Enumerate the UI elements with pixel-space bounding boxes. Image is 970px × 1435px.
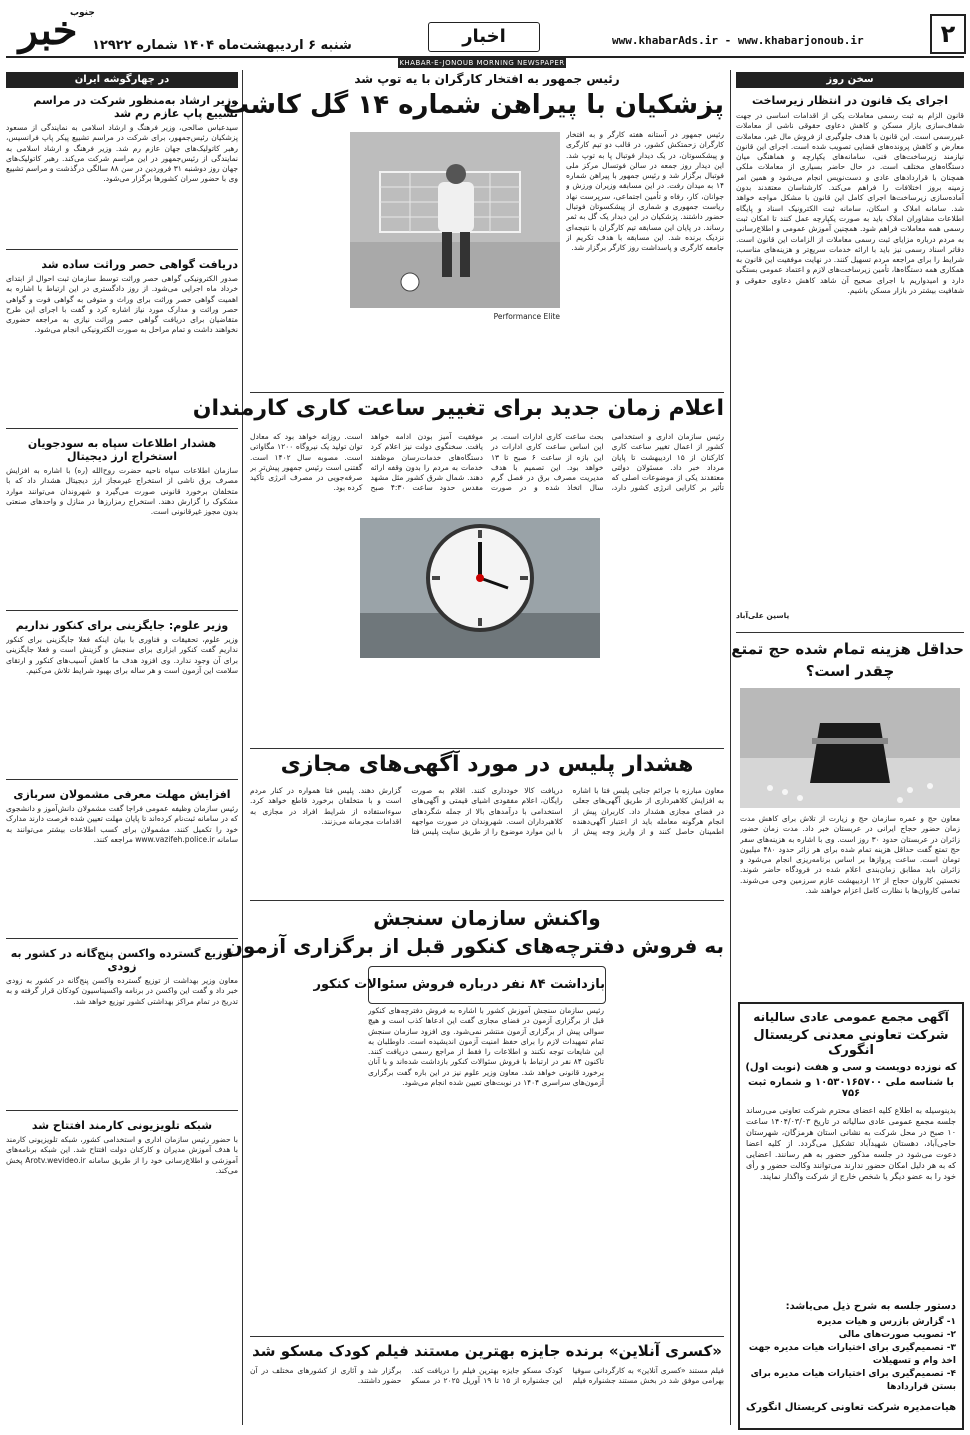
second-article-bottom (360, 664, 600, 744)
article-title: توزیع گسترده واکسن پنج‌گانه در کشور به زودی (10, 947, 234, 973)
film-headline: «کسری آنلاین» برنده جایزه بهترین مستند فیلم کودک مسکو شد (252, 1342, 722, 1360)
ad-body: بدینوسیله به اطلاع کلیه اعضای محترم شرکت تعاونی می‌رساند جلسه مجمع عمومی عادی سالیانه در تاریخ ۱۴۰۴/۰۳/۰۳ ساعت ۱۰ صبح در محل شرکت به نشانی استان هرمزگان، شهرستان حاجی‌آباد، دهستان شهیدآباد تشکیل می‌گردد. از کلیه اعضا دعوت می‌شود در جلسه مذکور حضور به هم رسانند. اعضایی که به هر دلیل امکان حضور ندارند می‌توانند وکالت حضور و رأی خود را به عضو دیگر یا شخص خارج از شرکت واگذار نمایند. (746, 1106, 956, 1181)
article-divider (250, 1336, 724, 1337)
newspaper-logo-sub: جنوب (70, 8, 95, 18)
left-column (6, 72, 238, 1265)
lead-kicker: رئیس جمهور به افتخار کارگران با یه توپ شد (354, 72, 620, 86)
article-divider (250, 900, 724, 901)
second-article-continued (606, 518, 724, 744)
article-body: رئیس سازمان وظیفه عمومی فراجا گفت مشمولان دانش‌آموز و دانشجوی که در سامانه ثبت‌نام کرده‌اند تا پایان مهلت تعیین شده فرصت دارند مدارک خود را تکمیل کنند. مشمولان برای کسب اطلاعات بیشتر می‌توانند به سامانه www.vazifeh.police.ir مراجعه کنند. (6, 804, 238, 844)
article-divider (6, 610, 238, 611)
office-clock-photo (360, 518, 600, 658)
article-divider (250, 748, 724, 749)
article-body: سازمان اطلاعات سپاه ناحیه حضرت روح‌الله (ره) با اشاره به افزایش مصرف برق ناشی از استخراج غیرمجاز ارز دیجیتال هشدار داد که با متخلفان برخورد قانونی صورت می‌گیرد و شهروندان می‌توانند موارد مشکوک را گزارش دهند. استخراج رمزارزها در منازل و واحدهای صنعتی بدون مجوز غیرقانونی است. (6, 466, 238, 517)
section-title: اخبار (428, 22, 540, 52)
ad-agenda-item: ۲- تصویب صورت‌های مالی (838, 1330, 956, 1340)
right-column (736, 72, 964, 623)
ad-line-2: با شناسه ملی ۱۰۵۳۰۱۶۵۷۰۰ و شماره ثبت ۷۵۶ (747, 1077, 955, 1099)
editorial-tab: سخن روز (736, 72, 964, 88)
ad-agenda-item: ۱- گزارش بازرس و هیات مدیره (817, 1317, 956, 1327)
kaaba-photo-graphic (740, 688, 960, 808)
police-headline: هشدار پلیس در مورد آگهی‌های مجازی (280, 752, 694, 777)
ad-line-1: که نوزده دویست و سی و هفت (نوبت اول) (745, 1062, 957, 1073)
article-body: معاون وزیر بهداشت از توزیع گسترده واکسن پنج‌گانه در کشور به زودی خبر داد و گفت این واکسن در برنامه واکسیناسیون کودکان قرار گرفته و به تدریج در تمام مراکز بهداشتی کشور توزیع خواهد شد. (6, 976, 238, 1006)
newspaper-header (0, 0, 970, 58)
column-divider (730, 70, 731, 1425)
ad-signature: هیات‌مدیره شرکت تعاونی کریستال انگورک (745, 1402, 957, 1413)
article-title: افزایش مهلت معرفی مشمولان سربازی (13, 788, 231, 801)
football-photo (350, 132, 560, 308)
article-body: با حضور رئیس سازمان اداری و استخدامی کشور، شبکه تلویزیونی کارمند با هدف آموزش مدیران و کارکنان دولت افتتاح شد. این شبکه برنامه‌های آموزشی و اطلاع‌رسانی خود را از طریق سامانه Arotv.wevideo.ir پخش می‌کند. (6, 1135, 238, 1175)
english-banner: KHABAR-E-JONOUB MORNING NEWSPAPER (399, 59, 565, 67)
clock-photo-graphic (360, 518, 600, 658)
article-body: وزیر علوم، تحقیقات و فناوری با بیان اینکه فعلا جایگزینی برای کنکور نداریم گفت کنکور ابزاری برای سنجش و گزینش است و فعلا جایگزینی برای آن وجود ندارد. وی افزود هدف ما کاهش آسیب‌های کنکور و ارتقای سلامت این آزمون است و هر ساله برای بهبود شرایط تلاش می‌کنیم. (6, 635, 238, 675)
second-article-side (250, 518, 354, 744)
ad-company: شرکت تعاونی معدنی کریستال انگورک (753, 1028, 949, 1058)
editorial-body: قانون الزام به ثبت رسمی معاملات یکی از اقدامات اساسی در جهت شفاف‌سازی بازار مسکن و کاهش دعاوی حقوقی ناشی از معاملات غیررسمی است. این قانون با هدف جلوگیری از فروش مال غیر، معاملات معارض و کاهش پرونده‌های قضایی تصویب شده است. اجرای این قانون نیازمند زیرساخت‌های فنی، سامانه‌های یکپارچه و هماهنگی میان دستگاه‌های مختلف است. در حال حاضر بسیاری از معاملات ملکی همچنان با قراردادهای عادی و دست‌نویس انجام می‌شود و همین امر زمینه بروز اختلافات را فراهم می‌کند. کارشناسان معتقدند بدون آماده‌سازی زیرساخت‌ها اجرای کامل این قانون با مشکل مواجه خواهد شد. سامانه املاک و اسکان، سامانه ثبت الکترونیک اسناد و پایگاه اطلاعات مشاوران املاک باید به صورت یکپارچه عمل کنند تا امکان ثبت رسمی همه معاملات فراهم شود. همچنین آموزش عمومی و اطلاع‌رسانی به مردم درباره مزایای ثبت رسمی معاملات از الزامات این قانون است. دفاتر اسناد رسمی نیز باید با ارائه خدمات سریع‌تر و هزینه‌های مناسب، شرایط را برای مراجعه مردم تسهیل کنند. در نهایت موفقیت این قانون به همکاری همه دستگاه‌ها، تأمین زیرساخت‌های لازم و اعتماد عمومی بستگی دارد و امیدواریم با اجرای صحیح آن شاهد کاهش دعاوی حقوقی و شفافیت بیشتر در بازار مسکن باشیم. (736, 111, 964, 296)
masthead (8, 6, 352, 56)
exam-headline-1: واکنش سازمان سنجش (373, 906, 601, 930)
article-title: دریافت گواهی حصر وراثت ساده شد (41, 258, 238, 271)
article-title: شبکه تلویزیونی کارمند افتتاح شد (31, 1119, 213, 1132)
hajj-article-body: معاون حج و عمره سازمان حج و زیارت از تلاش برای کاهش مدت زمان حضور حجاج ایرانی در عربستان خبر داد. مدت زمان حضور زائران در عربستان حدود ۳۰ روز است. وی با اشاره به هزینه‌های سفر حج تمتع گفت حداقل هزینه تمام شده برای هر زائر حدود ۴۸۰ میلیون تومان است. ساعت پروازها بر اساس برنامه‌ریزی انجام می‌شود و زائران باید مطابق زمان‌بندی اعلام شده در فرودگاه حاضر شوند. نخستین کاروان حجاج از ۱۲ اردیبهشت عازم سرزمین وحی می‌شوند. تمامی کاروان‌ها با نظارت کامل اعزام خواهند شد. (740, 814, 960, 896)
exam-box (313, 966, 606, 1004)
lead-article-body: رئیس جمهور در آستانه هفته کارگر و به افتخار کارگران زحمتکش کشور، در قالب دو تیم کارگری و پیشکسوتان، در یک دیدار فوتبال پا به توپ شد. این دیدار روز جمعه در سالن فوتسال مرکز ملی فوتبال برگزار شد و رئیس جمهور با پیراهن شماره ۱۴ به میدان رفت. در این مسابقه وزیران ورزش و جوانان، کار، رفاه و تأمین اجتماعی، سرپرست نهاد ریاست جمهوری و شماری از پیشکسوتان فوتبال حضور داشتند. پزشکیان در این دیدار یک گل به ثمر رساند. در پایان این مسابقه تیم کارگران با نتیجه‌ای نزدیک برنده شد. این مسابقه با هدف تکریم از جامعه کارگری و پاسداشت روز کارگر برگزار شد. (566, 130, 724, 253)
ad-agenda-list (746, 1316, 956, 1394)
lead-headline: پزشکیان با پیراهن شماره ۱۴ گل کاشت (222, 90, 724, 120)
ad-title: آگهی مجمع عمومی عادی سالیانه (753, 1010, 949, 1024)
article-divider (6, 428, 238, 429)
ad-agenda-title: دستور جلسه به شرح ذیل می‌باشد: (785, 1301, 956, 1312)
issue-date-number: شنبه ۶ اردیبهشت‌ماه ۱۴۰۴ شماره ۱۲۹۲۲ (92, 38, 352, 53)
company-ad-box (738, 1002, 964, 1430)
second-article-body: رئیس سازمان اداری و استخدامی کشور از اعمال تغییر ساعت کاری کارکنان از ۱۵ اردیبهشت تا پایان مرداد خبر داد. مسئولان دولتی معتقدند یکی از موضوعات اصلی که تأثیر بر کارایی انرژی کشور دارد، بحث ساعت کاری ادارات است. بر این اساس ساعت کاری ادارات در این بازه از ساعت ۶ صبح تا ۱۳ خواهد بود. این تصمیم با هدف مدیریت مصرف برق در فصل گرم سال اتخاذ شده و در صورت موفقیت آمیز بودن ادامه خواهد یافت. سخنگوی دولت نیز اعلام کرد دستگاه‌های خدمات‌رسان موظفند خدمات به مردم را بدون وقفه ارائه دهند. شمال شرق کشور مثل مشهد مقدس حدود ساعت ۴:۳۰ صبح است. روزانه خواهد بود که معادل توان تولید یک نیروگاه ۱۲۰۰ مگاواتی است. مصوبه سال ۱۴۰۲ است. گفتنی است رئیس جمهور پیش‌تر بر صرفه‌جویی در مصرف انرژی تأکید کرده بود. (250, 432, 724, 493)
editorial-title: اجرای یک قانون در انتظار زیرساخت (751, 94, 949, 107)
exam-box-title: بازداشت ۸۴ نفر درباره فروش سئوالات کنکور (313, 977, 605, 992)
second-headline: اعلام زمان جدید برای تغییر ساعت کاری کارمندان (192, 396, 724, 421)
article-divider (6, 779, 238, 780)
lead-article-continued: Performance Elite (493, 312, 560, 321)
film-article-body: فیلم مستند «کسری آنلاین» به کارگردانی سوفیا بهرامی موفق شد در بخش مستند جشنواره فیلم کودک مسکو جایزه بهترین فیلم را دریافت کند. این جشنواره از ۱۵ تا ۱۹ آوریل ۲۰۲۵ در مسکو برگزار شد و آثاری از کشورهای مختلف در آن حضور داشتند. (250, 1366, 724, 1386)
ad-agenda-item: ۳- تصمیم‌گیری برای اختیارات هیات مدیره جهت اخذ وام و تسهیلات (748, 1343, 956, 1366)
kaaba-photo (740, 688, 960, 808)
exam-box-body: رئیس سازمان سنجش آموزش کشور با اشاره به فروش دفترچه‌های کنکور قبل از برگزاری آزمون در فضای مجازی گفت این ادعاها کذب است و هیچ سوالی پیش از برگزاری آزمون منتشر نمی‌شود. وی افزود سازمان سنجش تمام تمهیدات لازم را برای حفظ امنیت آزمون اندیشیده است. داوطلبان به این شایعات توجه نکنند و اطلاعات را فقط از مراجع رسمی دریافت کنند. تاکنون ۸۴ نفر در ارتباط با فروش سئوالات کنکور بازداشت شده‌اند و با آنان برخورد قانونی خواهد شد. معاون وزیر علوم نیز در این باره گفت برگزاری آزمون‌های سراسری ۱۴۰۴ در نوبت‌های تعیین شده انجام می‌شود. (368, 1006, 604, 1088)
article-divider (736, 632, 964, 633)
article-title: وزیر ارشاد به‌منظور شرکت در مراسم تشییع پاپ عازم رم شد (33, 94, 238, 120)
article-divider (6, 249, 238, 250)
article-divider (6, 1110, 238, 1111)
page-number: ۲ (930, 14, 966, 54)
website-url[interactable]: www.khabarAds.ir - www.khabarjonoub.ir (612, 34, 864, 47)
column-divider (242, 70, 243, 1425)
article-title: هشدار اطلاعات سپاه به سودجویان استخراج ارز دیجیتال (27, 437, 217, 463)
exam-headline-2: به فروش دفترچه‌های کنکور قبل از برگزاری آزمون (225, 934, 724, 958)
police-article-body: معاون مبارزه با جرائم جنایی پلیس فتا با اشاره به افزایش کلاهبرداری از طریق آگهی‌های جعلی در فضای مجازی هشدار داد. کاربران پیش از انجام هرگونه معامله باید از اعتبار آگهی‌دهنده اطمینان حاصل کنند و از واریز وجه پیش از دریافت کالا خودداری کنند. اقلام به صورت رایگان، اعلام مفقودی اشیای قیمتی و آگهی‌های استخدامی با درآمدهای بالا از جمله شگردهای کلاهبرداران است. شهروندان در صورت مواجهه با این موارد موضوع را از طریق سایت پلیس فتا گزارش دهند. پلیس فتا همواره در کنار مردم است و با متخلفان برخورد قاطع خواهد کرد. سوءاستفاده از شرایط افراد در مجازی به اقدامات مجرمانه می‌زنند. (250, 786, 724, 837)
exam-article-left (250, 966, 362, 1330)
hajj-headline-2: چقدر است؟ (805, 662, 895, 680)
ad-agenda-item: ۴- تصمیم‌گیری برای اختیارات هیات مدیره برای بستن قراردادها (750, 1369, 956, 1392)
exam-article-right (610, 966, 724, 1330)
article-title: وزیر علوم: جایگزینی برای کنکور نداریم (15, 619, 229, 632)
left-column-tab: در چهارگوشه ایران (6, 72, 238, 88)
article-divider (250, 392, 724, 393)
hajj-headline-1: حداقل هزینه تمام شده حج تمتع (731, 640, 964, 658)
article-body: صدور الکترونیکی گواهی حصر وراثت توسط سازمان ثبت احوال از ابتدای خرداد ماه اجرایی می‌شود. از روز دادگستری در این ارتباط با اشاره به اهمیت گواهی حصر وراثت برای وراث و متوفی به گواهی فوت و گواهی حصر وراثت و مدارک مورد نیاز اشاره کرد و گفت با اجرای این طرح متقاضیان برای دریافت گواهی حصر وراثت نیازی به مراجعه حضوری نخواهند داشت و تمام مراحل به صورت الکترونیکی انجام می‌شود. (6, 274, 238, 335)
article-body: سیدعباس صالحی، وزیر فرهنگ و ارشاد اسلامی به نمایندگی از مسعود پزشکیان رئیس‌جمهور، برای شرکت در مراسم تشییع پیکر پاپ فرانسیس، رهبر کاتولیک‌های جهان عازم رم شد. وزیر فرهنگ و ارشاد اسلامی به نمایندگی از رئیس‌جمهور در این مراسم شرکت می‌کند. رهبر کاتولیک‌های جهان روز دوشنبه ۳۱ فروردین در سن ۸۸ سالگی درگذشت و مراسم تشییع وی با حضور سران کشورها برگزار می‌شود. (6, 123, 238, 184)
article-divider (6, 938, 238, 939)
editorial-author: یاسین علی‌آباد (736, 611, 790, 620)
lead-article-side (250, 130, 344, 388)
football-photo-graphic (350, 132, 560, 308)
newspaper-logo: خبر (18, 7, 78, 54)
